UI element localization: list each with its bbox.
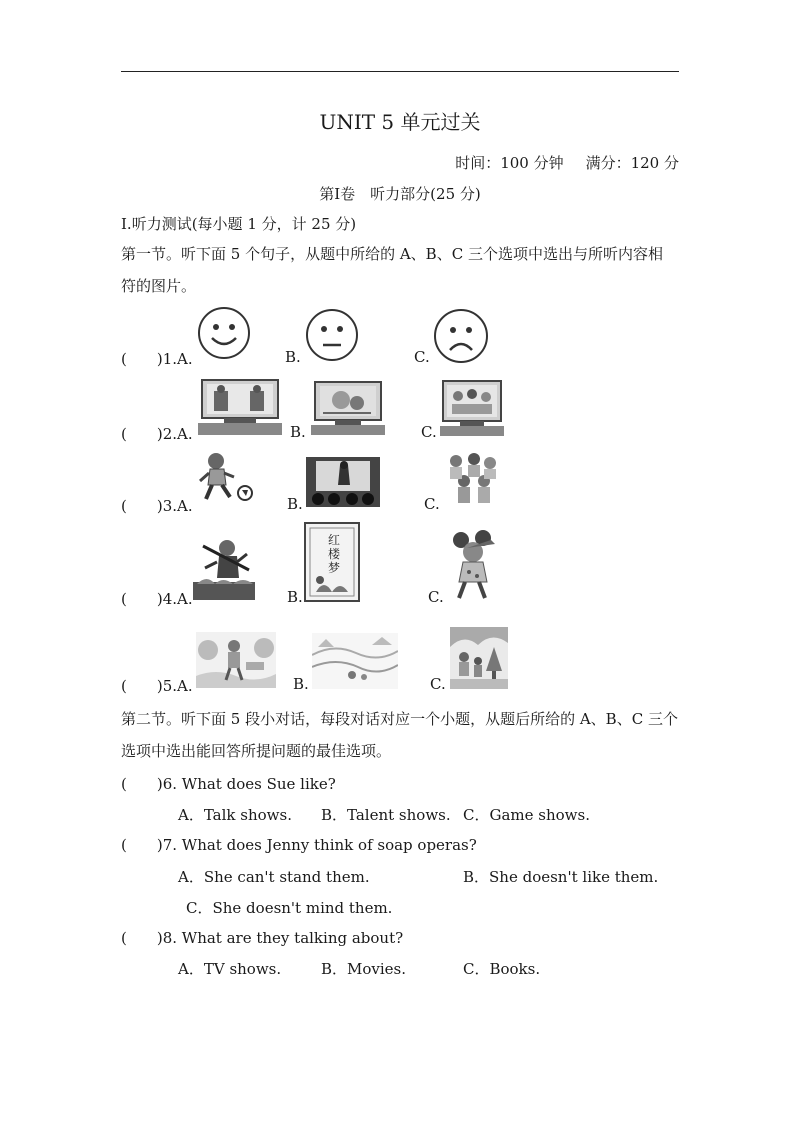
- park-scene-icon: [196, 632, 276, 688]
- option-b-label: B.: [290, 423, 306, 441]
- tv-talk-show-icon: [198, 379, 282, 435]
- monkey-king-icon: [193, 534, 255, 600]
- question-2-number: ( )2.A.: [121, 425, 193, 443]
- dream-of-red-chamber-book-icon: [304, 522, 360, 602]
- sad-face-icon: [433, 308, 489, 364]
- audience-watching-stage-icon: [306, 457, 380, 507]
- option-b-label: B.: [287, 588, 303, 606]
- mouse-cartoon-icon: [447, 530, 503, 602]
- section1-instruction: [121, 238, 681, 302]
- group-of-children-icon: [444, 451, 502, 507]
- exam-meta: [455, 152, 679, 173]
- svg-text:红: 红: [328, 533, 341, 547]
- q7-option-a: A．She can't stand them.: [178, 868, 370, 886]
- q7-option-c: C．She doesn't mind them.: [186, 899, 393, 917]
- instruction-line: 选项中选出能回答所提问题的最佳选项。: [121, 742, 392, 760]
- option-c-label: C.: [414, 348, 430, 366]
- q6-option-a: A．Talk shows.: [178, 806, 292, 824]
- instruction-line: 符的图片。: [121, 277, 197, 295]
- time-limit: 时间：100 分钟: [455, 154, 564, 172]
- question-7-stem: ( )7. What does Jenny think of soap operas?: [121, 836, 477, 854]
- option-b-label: B.: [287, 495, 303, 513]
- option-b-label: B.: [293, 675, 309, 693]
- q8-option-c: C．Books.: [463, 960, 541, 978]
- happy-face-icon: [197, 306, 251, 360]
- question-5-number: ( )5.A.: [121, 677, 193, 695]
- option-c-label: C.: [424, 495, 440, 513]
- boy-playing-soccer-icon: [196, 451, 256, 507]
- option-c-label: C.: [428, 588, 444, 606]
- q7-option-b: B．She doesn't like them.: [463, 868, 659, 886]
- option-c-label: C.: [430, 675, 446, 693]
- q8-option-b: B．Movies.: [321, 960, 407, 978]
- neutral-face-icon: [305, 308, 359, 362]
- svg-text:楼: 楼: [328, 547, 341, 561]
- q6-option-b: B．Talent shows.: [321, 806, 451, 824]
- question-8-stem: ( )8. What are they talking about?: [121, 929, 404, 947]
- tv-game-show-icon: [440, 380, 504, 436]
- family-outdoors-icon: [450, 627, 508, 689]
- part-heading: 第Ⅰ卷 听力部分(25 分): [319, 185, 481, 203]
- question-6-stem: ( )6. What does Sue like?: [121, 775, 336, 793]
- question-1-number: ( )1.A.: [121, 350, 193, 368]
- section2-instruction: [121, 703, 681, 767]
- question-4-number: ( )4.A.: [121, 590, 193, 608]
- instruction-line: 第一节。听下面 5 个句子，从题中所给的 A、B、C 三个选项中选出与所听内容相: [121, 245, 663, 263]
- full-score: 满分：120 分: [585, 154, 679, 172]
- q8-option-a: A．TV shows.: [178, 960, 282, 978]
- option-b-label: B.: [285, 348, 301, 366]
- instruction-line: 第二节。听下面 5 段小对话，每段对话对应一个小题，从题后所给的 A、B、C 三个: [121, 710, 678, 728]
- option-c-label: C.: [421, 423, 437, 441]
- tv-cartoon-icon: [311, 381, 385, 435]
- top-rule: [121, 71, 679, 72]
- page-title: UNIT 5 单元过关: [319, 110, 481, 134]
- svg-text:梦: 梦: [328, 561, 341, 575]
- section-heading: Ⅰ.听力测试(每小题 1 分，计 25 分): [121, 215, 357, 233]
- river-landscape-icon: [312, 633, 398, 689]
- question-3-number: ( )3.A.: [121, 497, 193, 515]
- q6-option-c: C．Game shows.: [463, 806, 590, 824]
